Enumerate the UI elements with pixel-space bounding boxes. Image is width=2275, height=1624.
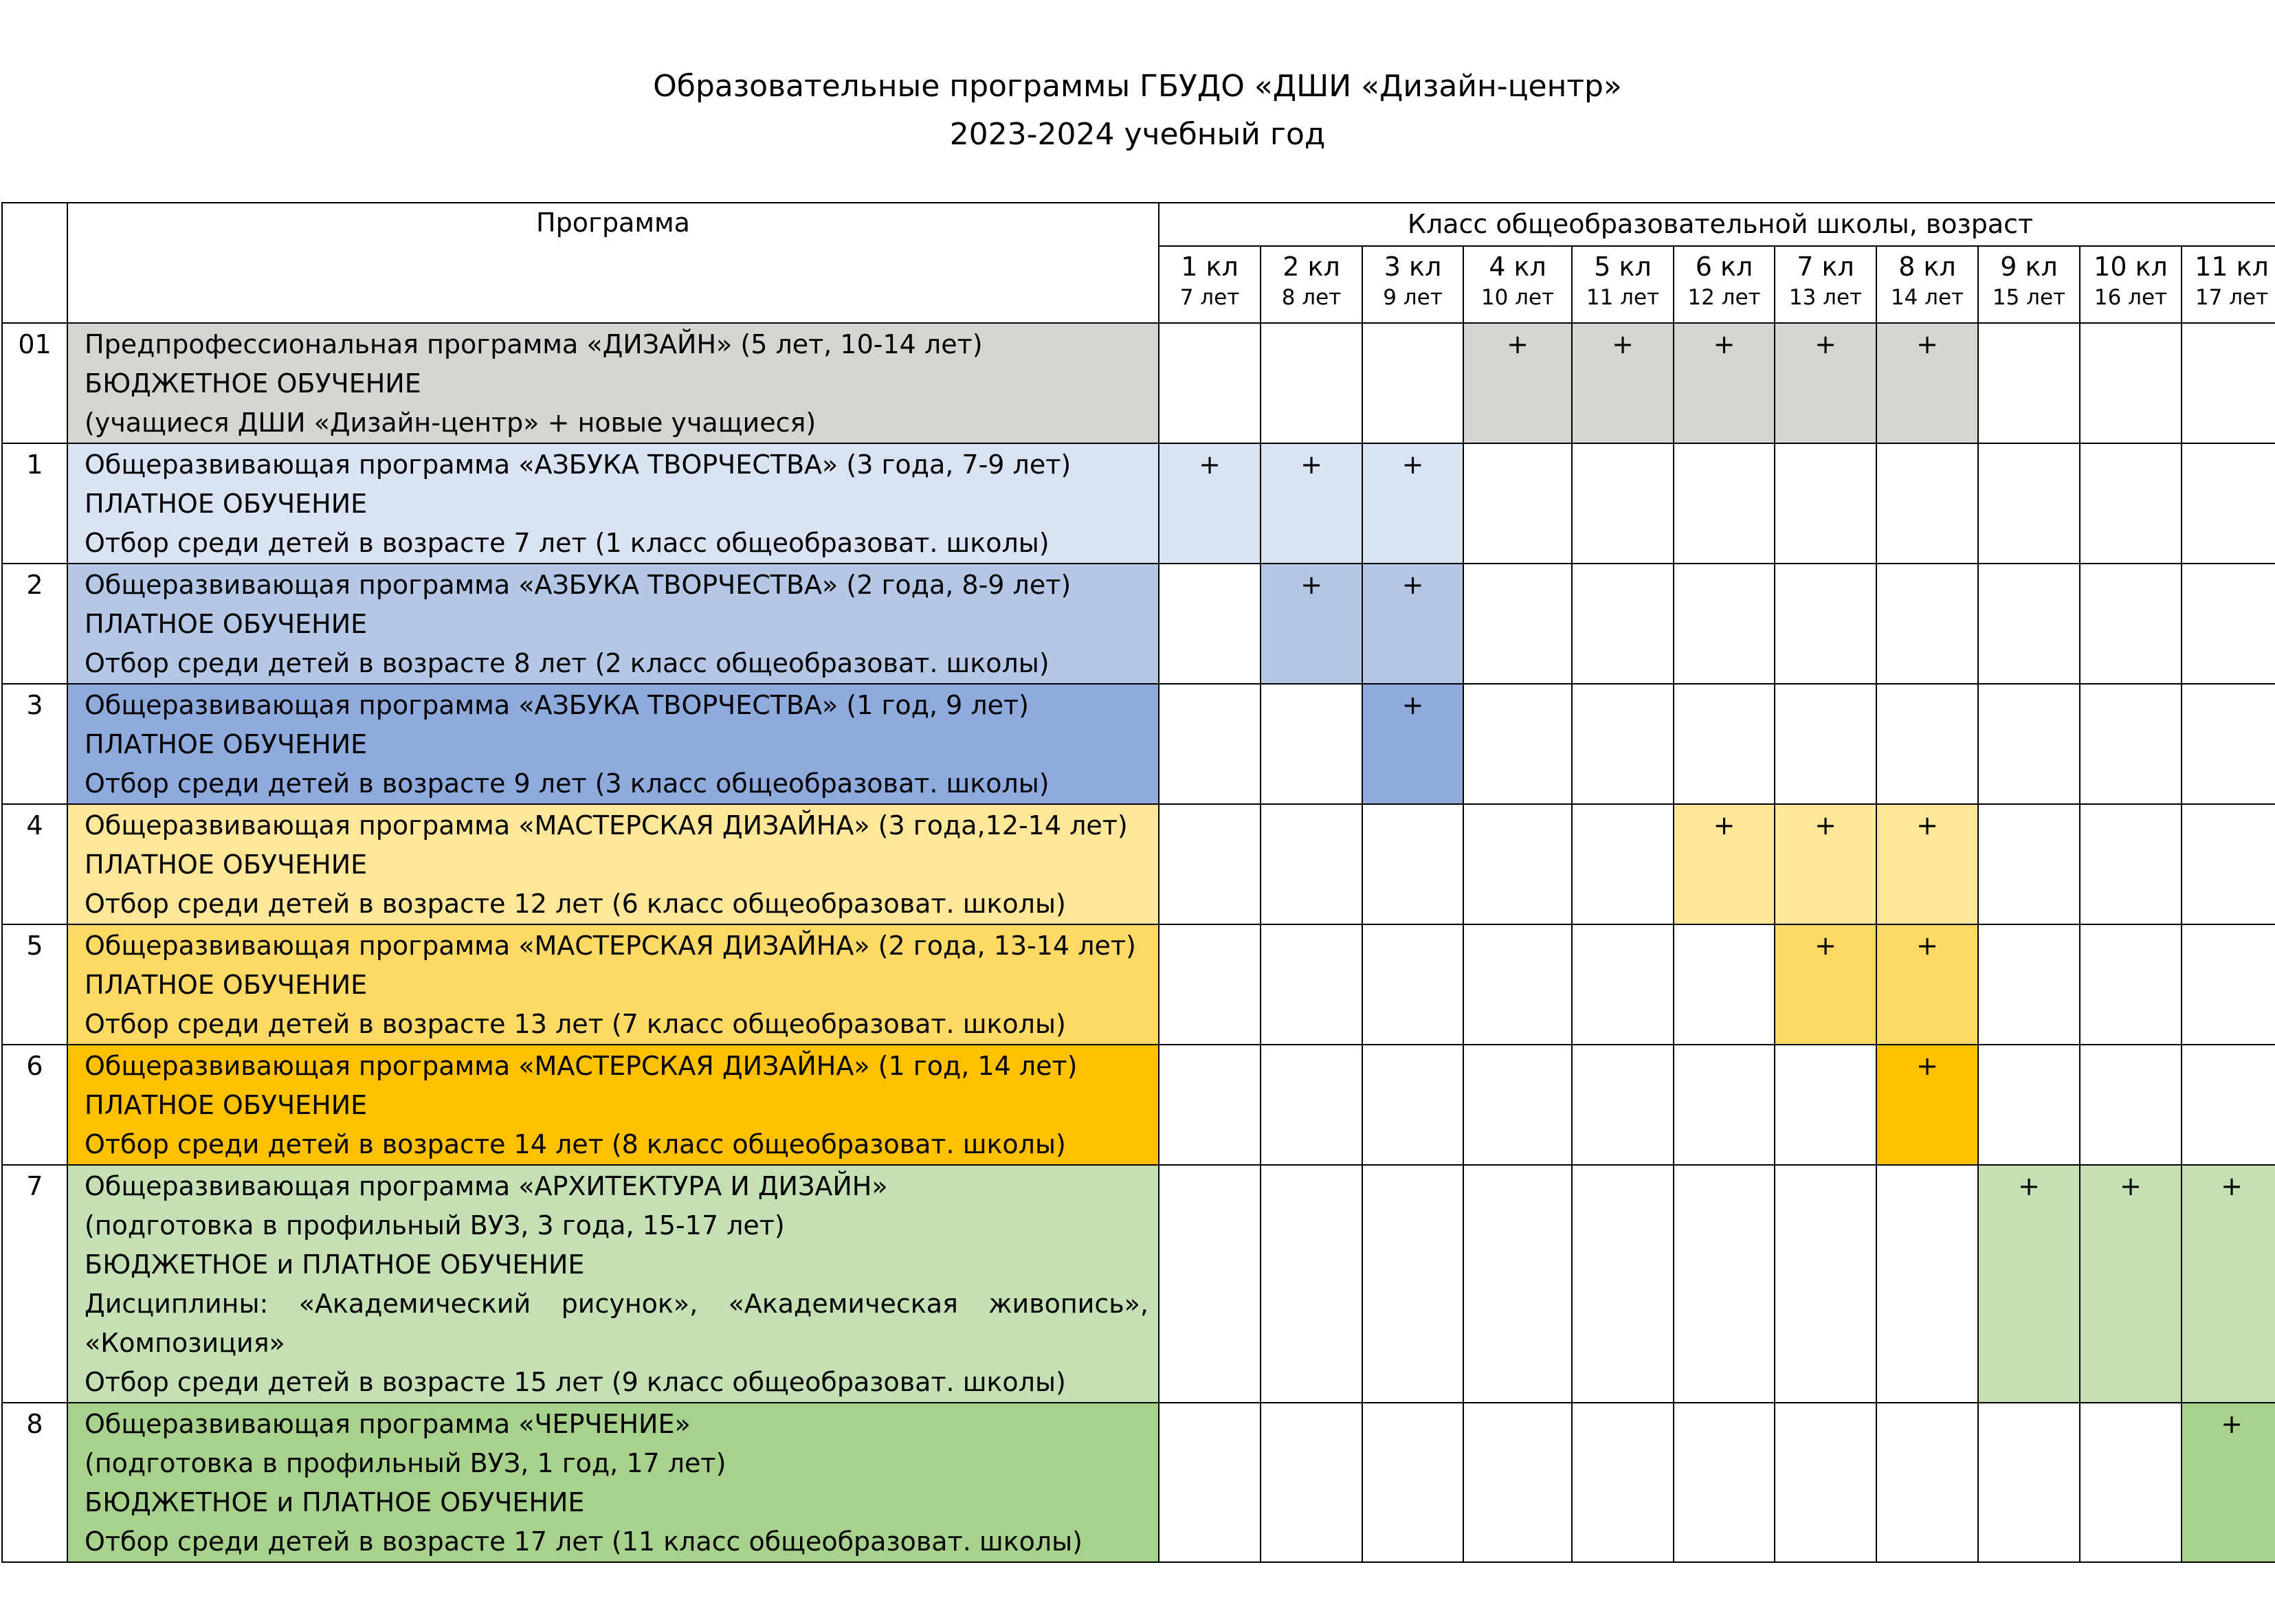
grade-header-6 bbox=[1674, 246, 1775, 323]
grade-header-10 bbox=[2080, 246, 2182, 323]
grade-empty-cell bbox=[1463, 684, 1572, 804]
grade-empty-cell bbox=[1261, 804, 1362, 924]
program-line: Общеразвивающая программа «ЧЕРЧЕНИЕ» bbox=[85, 1409, 691, 1439]
grade-empty-cell bbox=[1775, 1165, 1876, 1403]
grade-label: 10 кл bbox=[2094, 252, 2168, 282]
program-line: Общеразвивающая программа «АЗБУКА ТВОРЧЕСТВА» (2 года, 8-9 лет) bbox=[85, 570, 1072, 600]
program-line: (подготовка в профильный ВУЗ, 1 год, 17 лет) bbox=[85, 1448, 726, 1478]
grade-empty-cell bbox=[1674, 1165, 1775, 1403]
grade-mark: + bbox=[1876, 804, 1978, 924]
grade-mark: + bbox=[1362, 564, 1463, 684]
program-line: (учащиеся ДШИ «Дизайн-центр» + новые учащиеся) bbox=[85, 408, 817, 438]
program-line: Предпрофессиональная программа «ДИЗАЙН» (5 лет, 10-14 лет) bbox=[85, 329, 983, 359]
grade-age: 11 лет bbox=[1586, 285, 1660, 310]
grade-empty-cell bbox=[1362, 323, 1463, 443]
grade-header-3 bbox=[1362, 246, 1463, 323]
grade-empty-cell bbox=[2182, 684, 2275, 804]
grade-empty-cell bbox=[1572, 564, 1674, 684]
row-number: 1 bbox=[2, 443, 67, 564]
program-line: Общеразвивающая программа «МАСТЕРСКАЯ ДИЗАЙНА» (2 года, 13-14 лет) bbox=[85, 931, 1136, 961]
program-description bbox=[67, 924, 1159, 1045]
program-line: БЮДЖЕТНОЕ ОБУЧЕНИЕ bbox=[85, 368, 421, 399]
program-line: ПЛАТНОЕ ОБУЧЕНИЕ bbox=[85, 849, 368, 880]
grade-empty-cell bbox=[1159, 1165, 1261, 1403]
grade-age: 12 лет bbox=[1687, 285, 1761, 310]
grade-empty-cell bbox=[1978, 924, 2080, 1045]
program-line: БЮДЖЕТНОЕ и ПЛАТНОЕ ОБУЧЕНИЕ bbox=[85, 1487, 585, 1517]
grade-empty-cell bbox=[1674, 684, 1775, 804]
program-description bbox=[67, 1165, 1159, 1403]
grade-empty-cell bbox=[2080, 924, 2182, 1045]
grade-label: 2 кл bbox=[1283, 252, 1340, 282]
grade-mark: + bbox=[1362, 684, 1463, 804]
grade-label: 7 кл bbox=[1797, 252, 1854, 282]
table-row bbox=[2, 323, 2275, 443]
grade-header-8 bbox=[1876, 246, 1978, 323]
program-line: БЮДЖЕТНОЕ и ПЛАТНОЕ ОБУЧЕНИЕ bbox=[85, 1249, 585, 1280]
grade-label: 3 кл bbox=[1384, 252, 1442, 282]
row-number: 5 bbox=[2, 924, 67, 1045]
grade-empty-cell bbox=[1463, 564, 1572, 684]
header-number-cell bbox=[2, 203, 67, 323]
grade-empty-cell bbox=[1978, 804, 2080, 924]
grade-empty-cell bbox=[1876, 1165, 1978, 1403]
grade-mark: + bbox=[1775, 804, 1876, 924]
table-row bbox=[2, 684, 2275, 804]
program-line: Отбор среди детей в возрасте 13 лет (7 класс общеобразоват. школы) bbox=[85, 1009, 1066, 1039]
program-line: Общеразвивающая программа «АЗБУКА ТВОРЧЕСТВА» (1 год, 9 лет) bbox=[85, 690, 1029, 720]
grade-age: 7 лет bbox=[1179, 285, 1240, 310]
grade-empty-cell bbox=[1978, 443, 2080, 564]
grade-empty-cell bbox=[1261, 1045, 1362, 1165]
grade-empty-cell bbox=[1876, 684, 1978, 804]
grade-empty-cell bbox=[1775, 684, 1876, 804]
grade-empty-cell bbox=[1463, 804, 1572, 924]
grade-empty-cell bbox=[1159, 564, 1261, 684]
grade-mark: + bbox=[1674, 323, 1775, 443]
grade-mark: + bbox=[2080, 1165, 2182, 1403]
grade-header-11 bbox=[2182, 246, 2275, 323]
grade-header-1 bbox=[1159, 246, 1261, 323]
grade-mark: + bbox=[1572, 323, 1674, 443]
grade-empty-cell bbox=[1463, 1403, 1572, 1562]
grade-empty-cell bbox=[1362, 1045, 1463, 1165]
document-subtitle: 2023-2024 учебный год bbox=[949, 117, 1326, 152]
grade-empty-cell bbox=[1261, 323, 1362, 443]
document-title: Образовательные программы ГБУДО «ДШИ «Дизайн-центр» bbox=[653, 69, 1622, 104]
grade-empty-cell bbox=[2080, 684, 2182, 804]
program-line: ПЛАТНОЕ ОБУЧЕНИЕ bbox=[85, 970, 368, 1000]
program-line: Отбор среди детей в возрасте 9 лет (3 класс общеобразоват. школы) bbox=[85, 768, 1050, 799]
grade-empty-cell bbox=[2080, 1045, 2182, 1165]
grade-mark: + bbox=[2182, 1403, 2275, 1562]
program-line: ПЛАТНОЕ ОБУЧЕНИЕ bbox=[85, 729, 368, 759]
grade-label: 9 кл bbox=[2000, 252, 2058, 282]
grade-age: 16 лет bbox=[2094, 285, 2168, 310]
grade-empty-cell bbox=[1362, 924, 1463, 1045]
program-line: Отбор среди детей в возрасте 7 лет (1 класс общеобразоват. школы) bbox=[85, 528, 1050, 558]
grade-empty-cell bbox=[2080, 1403, 2182, 1562]
grade-empty-cell bbox=[1362, 1403, 1463, 1562]
grade-mark: + bbox=[1978, 1165, 2080, 1403]
grade-empty-cell bbox=[1159, 804, 1261, 924]
program-line: (подготовка в профильный ВУЗ, 3 года, 15-17 лет) bbox=[85, 1210, 785, 1241]
grade-age: 13 лет bbox=[1788, 285, 1863, 310]
grade-mark: + bbox=[1876, 924, 1978, 1045]
grade-empty-cell bbox=[1159, 1045, 1261, 1165]
grade-empty-cell bbox=[1978, 1045, 2080, 1165]
grade-empty-cell bbox=[1674, 1403, 1775, 1562]
grade-label: 11 кл bbox=[2195, 252, 2269, 282]
grade-empty-cell bbox=[1572, 684, 1674, 804]
grade-empty-cell bbox=[1775, 1403, 1876, 1562]
grade-empty-cell bbox=[1159, 1403, 1261, 1562]
grade-mark: + bbox=[1775, 924, 1876, 1045]
table-row bbox=[2, 1403, 2275, 1562]
table-row bbox=[2, 1045, 2275, 1165]
grade-age: 14 лет bbox=[1890, 285, 1964, 310]
program-description bbox=[67, 804, 1159, 924]
grade-label: 6 кл bbox=[1695, 252, 1753, 282]
grade-empty-cell bbox=[1876, 1403, 1978, 1562]
grade-empty-cell bbox=[1463, 1045, 1572, 1165]
grade-label: 5 кл bbox=[1594, 252, 1652, 282]
table-row bbox=[2, 924, 2275, 1045]
grade-header-2 bbox=[1261, 246, 1362, 323]
program-line: Дисциплины: «Академический рисунок», «Академическая живопись», «Композиция» bbox=[85, 1289, 1148, 1358]
grade-empty-cell bbox=[1572, 1045, 1674, 1165]
program-description bbox=[67, 443, 1159, 564]
grade-empty-cell bbox=[1775, 564, 1876, 684]
grade-mark: + bbox=[1159, 443, 1261, 564]
grade-empty-cell bbox=[1572, 443, 1674, 564]
program-description bbox=[67, 684, 1159, 804]
grade-mark: + bbox=[1674, 804, 1775, 924]
table-row bbox=[2, 564, 2275, 684]
program-line: ПЛАТНОЕ ОБУЧЕНИЕ bbox=[85, 1090, 368, 1120]
grade-empty-cell bbox=[1876, 564, 1978, 684]
grade-age: 9 лет bbox=[1383, 285, 1443, 310]
grade-empty-cell bbox=[1261, 1165, 1362, 1403]
program-line: Отбор среди детей в возрасте 12 лет (6 класс общеобразоват. школы) bbox=[85, 889, 1066, 919]
header-program: Программа bbox=[67, 203, 1159, 323]
grade-empty-cell bbox=[1978, 323, 2080, 443]
grade-empty-cell bbox=[1463, 1165, 1572, 1403]
grade-empty-cell bbox=[1978, 1403, 2080, 1562]
grade-empty-cell bbox=[1159, 684, 1261, 804]
grade-empty-cell bbox=[2182, 323, 2275, 443]
program-line: Общеразвивающая программа «АЗБУКА ТВОРЧЕСТВА» (3 года, 7-9 лет) bbox=[85, 449, 1072, 480]
grade-mark: + bbox=[1876, 323, 1978, 443]
grade-age: 17 лет bbox=[2195, 285, 2269, 310]
grade-mark: + bbox=[1261, 443, 1362, 564]
grade-empty-cell bbox=[1463, 443, 1572, 564]
program-description bbox=[67, 323, 1159, 443]
row-number: 4 bbox=[2, 804, 67, 924]
grade-empty-cell bbox=[1261, 924, 1362, 1045]
grade-empty-cell bbox=[1362, 804, 1463, 924]
program-description bbox=[67, 564, 1159, 684]
programs-table bbox=[1, 202, 2275, 1563]
program-line: Общеразвивающая программа «АРХИТЕКТУРА И ДИЗАЙН» bbox=[85, 1171, 888, 1201]
row-number: 7 bbox=[2, 1165, 67, 1403]
grade-mark: + bbox=[1362, 443, 1463, 564]
grade-empty-cell bbox=[1572, 924, 1674, 1045]
grade-mark: + bbox=[1463, 323, 1572, 443]
program-line: Общеразвивающая программа «МАСТЕРСКАЯ ДИЗАЙНА» (1 год, 14 лет) bbox=[85, 1051, 1078, 1081]
row-number: 8 bbox=[2, 1403, 67, 1562]
grade-header-5 bbox=[1572, 246, 1674, 323]
grade-empty-cell bbox=[1775, 443, 1876, 564]
grade-empty-cell bbox=[2182, 564, 2275, 684]
grade-empty-cell bbox=[2080, 804, 2182, 924]
program-line: ПЛАТНОЕ ОБУЧЕНИЕ bbox=[85, 609, 368, 639]
grade-label: 8 кл bbox=[1898, 252, 1956, 282]
grade-empty-cell bbox=[1775, 1045, 1876, 1165]
grade-empty-cell bbox=[1572, 1403, 1674, 1562]
program-description bbox=[67, 1403, 1159, 1562]
grade-empty-cell bbox=[2182, 443, 2275, 564]
table-row bbox=[2, 804, 2275, 924]
grade-mark: + bbox=[1261, 564, 1362, 684]
grade-empty-cell bbox=[1674, 443, 1775, 564]
grade-empty-cell bbox=[1463, 924, 1572, 1045]
grade-empty-cell bbox=[1572, 1165, 1674, 1403]
program-description bbox=[67, 1045, 1159, 1165]
grade-mark: + bbox=[2182, 1165, 2275, 1403]
grade-empty-cell bbox=[1876, 443, 1978, 564]
grade-age: 15 лет bbox=[1992, 285, 2066, 310]
grade-empty-cell bbox=[2080, 564, 2182, 684]
grade-empty-cell bbox=[2182, 804, 2275, 924]
grade-header-7 bbox=[1775, 246, 1876, 323]
row-number: 01 bbox=[2, 323, 67, 443]
program-line: Общеразвивающая программа «МАСТЕРСКАЯ ДИЗАЙНА» (3 года,12-14 лет) bbox=[85, 810, 1128, 841]
grade-header-4 bbox=[1463, 246, 1572, 323]
grade-empty-cell bbox=[1362, 1165, 1463, 1403]
grade-empty-cell bbox=[1261, 684, 1362, 804]
grade-label: 1 кл bbox=[1181, 252, 1239, 282]
row-number: 2 bbox=[2, 564, 67, 684]
header-class-age: Класс общеобразовательной школы, возраст bbox=[1159, 203, 2275, 246]
grade-empty-cell bbox=[1674, 564, 1775, 684]
grade-empty-cell bbox=[1674, 924, 1775, 1045]
program-line: Отбор среди детей в возрасте 14 лет (8 класс общеобразоват. школы) bbox=[85, 1129, 1066, 1159]
grade-empty-cell bbox=[1159, 924, 1261, 1045]
grade-label: 4 кл bbox=[1489, 252, 1546, 282]
grade-mark: + bbox=[1775, 323, 1876, 443]
program-line: Отбор среди детей в возрасте 8 лет (2 класс общеобразоват. школы) bbox=[85, 648, 1050, 678]
grade-empty-cell bbox=[1159, 323, 1261, 443]
table-row bbox=[2, 443, 2275, 564]
program-line: Отбор среди детей в возрасте 17 лет (11 класс общеобразоват. школы) bbox=[85, 1526, 1083, 1557]
grade-empty-cell bbox=[1978, 684, 2080, 804]
grade-empty-cell bbox=[2182, 1045, 2275, 1165]
grade-empty-cell bbox=[1261, 1403, 1362, 1562]
table-row bbox=[2, 1165, 2275, 1403]
grade-empty-cell bbox=[2182, 924, 2275, 1045]
grade-empty-cell bbox=[2080, 323, 2182, 443]
row-number: 6 bbox=[2, 1045, 67, 1165]
grade-empty-cell bbox=[1674, 1045, 1775, 1165]
program-line: ПЛАТНОЕ ОБУЧЕНИЕ bbox=[85, 489, 368, 519]
grade-empty-cell bbox=[1978, 564, 2080, 684]
program-line: Отбор среди детей в возрасте 15 лет (9 класс общеобразоват. школы) bbox=[85, 1367, 1066, 1397]
grade-empty-cell bbox=[2080, 443, 2182, 564]
grade-age: 10 лет bbox=[1480, 285, 1555, 310]
row-number: 3 bbox=[2, 684, 67, 804]
grade-empty-cell bbox=[1572, 804, 1674, 924]
grade-age: 8 лет bbox=[1281, 285, 1342, 310]
grade-header-9 bbox=[1978, 246, 2080, 323]
grade-mark: + bbox=[1876, 1045, 1978, 1165]
